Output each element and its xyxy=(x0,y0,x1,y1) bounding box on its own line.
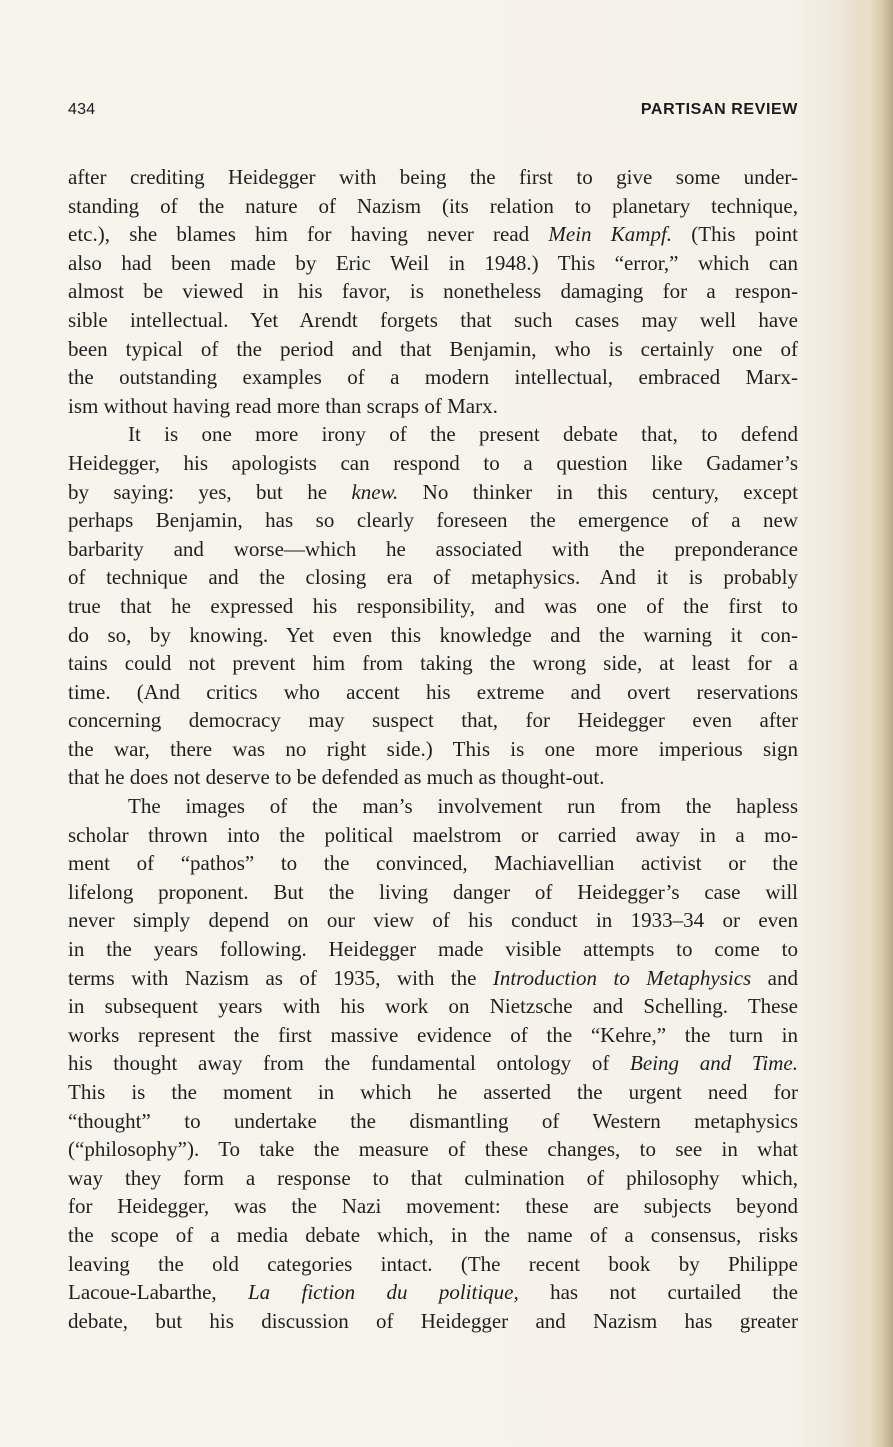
text-run: standing of the nature of Nazism (its relation to planetary technique, xyxy=(68,193,798,218)
text-line xyxy=(68,420,798,449)
text-line xyxy=(68,849,798,878)
text-line xyxy=(68,1164,798,1193)
text-line xyxy=(68,1278,798,1307)
text-run: been typical of the period and that Benjamin, who is certainly one of xyxy=(68,336,798,361)
text-line xyxy=(68,192,798,221)
text-run: way they form a response to that culmination of philosophy which, xyxy=(68,1165,798,1190)
italic-title: Introduction to Metaphysics xyxy=(492,965,752,990)
text-run: etc.), she blames him for having never read xyxy=(68,222,549,247)
text-run: The images of the man’s involvement run from the hapless xyxy=(128,794,798,819)
running-head xyxy=(68,101,798,125)
text-line xyxy=(68,277,798,306)
text-run: It is one more irony of the present debate that, to defend xyxy=(128,422,798,447)
text-run: barbarity and worse—which he associated with the preponderance xyxy=(68,536,798,561)
text-run: leaving the old categories intact. (The recent book by Philippe xyxy=(68,1251,798,1276)
text-line xyxy=(68,621,798,650)
text-run: time. (And critics who accent his extreme and overt reservations xyxy=(68,679,798,704)
text-run: by saying: yes, but he xyxy=(68,479,352,504)
text-line xyxy=(68,506,798,535)
text-run: debate, but his discussion of Heidegger and Nazism has greater xyxy=(68,1308,798,1333)
text-run: almost be viewed in his favor, is nonetheless damaging for a respon- xyxy=(68,279,798,304)
text-run: the scope of a media debate which, in the name of a consensus, risks xyxy=(68,1222,798,1247)
text-run: terms with Nazism as of 1935, with the xyxy=(68,965,493,990)
text-line xyxy=(68,249,798,278)
text-line xyxy=(68,1107,798,1136)
text-line xyxy=(68,706,798,735)
text-line xyxy=(68,792,798,821)
text-run: lifelong proponent. But the living danger of Heidegger’s case will xyxy=(68,879,798,904)
italic-title: La fiction du politique, xyxy=(247,1280,519,1305)
text-run: ism without having read more than scraps of Marx. xyxy=(68,393,498,418)
text-line xyxy=(68,992,798,1021)
text-run: This is the moment in which he asserted the urgent need for xyxy=(68,1080,798,1104)
text-run: ment of “pathos” to the convinced, Machiavellian activist or the xyxy=(68,851,798,876)
text-run: the outstanding examples of a modern intellectual, embraced Marx- xyxy=(68,365,798,390)
text-line xyxy=(68,478,798,507)
text-line xyxy=(68,821,798,850)
text-run: for Heidegger, was the Nazi movement: these are subjects beyond xyxy=(68,1194,798,1219)
text-line xyxy=(68,678,798,707)
italic-title: Being and Time. xyxy=(630,1051,798,1076)
text-run: Lacoue-Labarthe, xyxy=(68,1280,248,1305)
text-run: tains could not prevent him from taking the wrong side, at least for a xyxy=(68,651,798,676)
text-line xyxy=(68,163,798,192)
text-line xyxy=(68,1250,798,1279)
text-line xyxy=(68,220,798,249)
text-line xyxy=(68,1078,798,1107)
text-line xyxy=(68,1049,798,1078)
text-run: his thought away from the fundamental ontology of xyxy=(68,1051,631,1076)
text-line xyxy=(68,935,798,964)
text-line xyxy=(68,735,798,764)
text-run: that he does not deserve to be defended as much as thought-out. xyxy=(68,765,605,790)
text-line xyxy=(68,363,798,392)
text-line xyxy=(68,763,798,792)
text-run: after crediting Heidegger with being the first to give some under- xyxy=(68,165,798,189)
text-line xyxy=(68,906,798,935)
text-line xyxy=(68,1021,798,1050)
text-line xyxy=(68,1192,798,1221)
text-run: the war, there was no right side.) This is one more imperious sign xyxy=(68,736,798,761)
text-run: concerning democracy may suspect that, for Heidegger even after xyxy=(68,708,798,733)
text-line xyxy=(68,535,798,564)
text-line xyxy=(68,306,798,335)
text-run: do so, by knowing. Yet even this knowledge and the warning it con- xyxy=(68,622,798,647)
text-run: of technique and the closing era of metaphysics. And it is probably xyxy=(68,565,798,590)
page-gutter-shadow xyxy=(847,0,893,1447)
page-number: 434 xyxy=(68,101,96,118)
text-line xyxy=(68,1307,798,1336)
text-run: has not curtailed the xyxy=(518,1280,798,1305)
text-run: (“philosophy”). To take the measure of these changes, to see in what xyxy=(68,1137,798,1162)
text-line xyxy=(68,1221,798,1250)
text-run: perhaps Benjamin, has so clearly foreseen the emergence of a new xyxy=(68,508,798,533)
text-run: in the years following. Heidegger made visible attempts to come to xyxy=(68,937,798,962)
text-line xyxy=(68,449,798,478)
italic-title: knew. xyxy=(351,479,399,504)
text-run: never simply depend on our view of his conduct in 1933–34 or even xyxy=(68,908,798,933)
text-run: Heidegger, his apologists can respond to a question like Gadamer’s xyxy=(68,450,798,475)
text-run: No thinker in this century, except xyxy=(398,479,798,504)
text-run: works represent the first massive evidence of the “Kehre,” the turn in xyxy=(68,1022,798,1047)
text-run: scholar thrown into the political maelstrom or carried away in a mo- xyxy=(68,822,798,847)
text-run: (This point xyxy=(672,222,798,247)
text-line xyxy=(68,563,798,592)
text-run: true that he expressed his responsibility, and was one of the first to xyxy=(68,593,798,618)
text-run: in subsequent years with his work on Nietzsche and Schelling. These xyxy=(68,994,798,1019)
text-line xyxy=(68,392,798,421)
journal-title: PARTISAN REVIEW xyxy=(640,101,798,118)
text-run: also had been made by Eric Weil in 1948.) This “error,” which can xyxy=(68,250,798,275)
text-run: “thought” to undertake the dismantling of Western metaphysics xyxy=(68,1108,798,1133)
italic-title: Mein Kampf. xyxy=(548,222,673,247)
text-run: and xyxy=(751,965,798,990)
text-line xyxy=(68,335,798,364)
text-line xyxy=(68,592,798,621)
text-line xyxy=(68,1135,798,1164)
text-line xyxy=(68,964,798,993)
text-line xyxy=(68,649,798,678)
text-run: sible intellectual. Yet Arendt forgets that such cases may well have xyxy=(68,307,798,332)
body-text xyxy=(68,163,798,1335)
text-line xyxy=(68,878,798,907)
